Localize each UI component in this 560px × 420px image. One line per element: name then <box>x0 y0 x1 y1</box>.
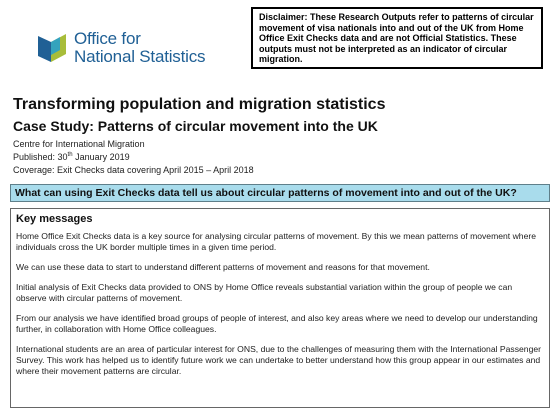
page-title: Transforming population and migration statistics <box>13 96 386 113</box>
published-prefix: Published: 30 <box>13 152 68 162</box>
centre-name: Centre for International Migration <box>13 139 145 149</box>
key-message-paragraph: International students are an area of particular interest for ONS, due to the challenges of measuring them with the International Passenger Survey. This work has helped us to identify future work we can undertake to better understand how this group appear in our estimates and where their movement patterns are circular. <box>16 344 541 376</box>
ons-logo[interactable] <box>36 30 205 66</box>
disclaimer-box: Disclaimer: These Research Outputs refer to patterns of circular movement of visa nationals into and out of the UK from Home Office Exit Checks data and are not Official Statistics. These outputs must not be interpreted as an indicator of circular migration. <box>251 7 543 69</box>
page-subtitle: Case Study: Patterns of circular movement into the UK <box>13 118 378 134</box>
key-message-paragraph: Initial analysis of Exit Checks data provided to ONS by Home Office reveals substantial variation within the group of people we can observe with circular patterns of movement. <box>16 282 513 303</box>
logo-line-1: Office for <box>74 29 141 48</box>
coverage-text: Coverage: Exit Checks data covering April 2015 – April 2018 <box>13 165 254 175</box>
key-message-paragraph: From our analysis we have identified broad groups of people of interest, and also key areas where we need to develop our understanding further, in collaboration with Home Office colleagues. <box>16 313 538 334</box>
research-question: What can using Exit Checks data tell us about circular patterns of movement into and out of the UK? <box>10 184 550 202</box>
published-rest: January 2019 <box>72 152 130 162</box>
ons-logo-text <box>74 30 205 66</box>
logo-line-2: National Statistics <box>74 47 206 66</box>
published-date <box>13 152 130 162</box>
ons-logo-icon <box>36 32 68 64</box>
published-ordinal: th <box>67 152 73 158</box>
key-messages-box <box>10 208 550 408</box>
key-message-paragraph: We can use these data to start to understand different patterns of movement and reasons for that movement. <box>16 262 430 272</box>
key-messages-heading: Key messages <box>16 213 93 225</box>
key-message-paragraph: Home Office Exit Checks data is a key source for analysing circular patterns of movement. By this we mean patterns of movement where individuals cross the UK border multiple times in a given time period. <box>16 231 536 252</box>
